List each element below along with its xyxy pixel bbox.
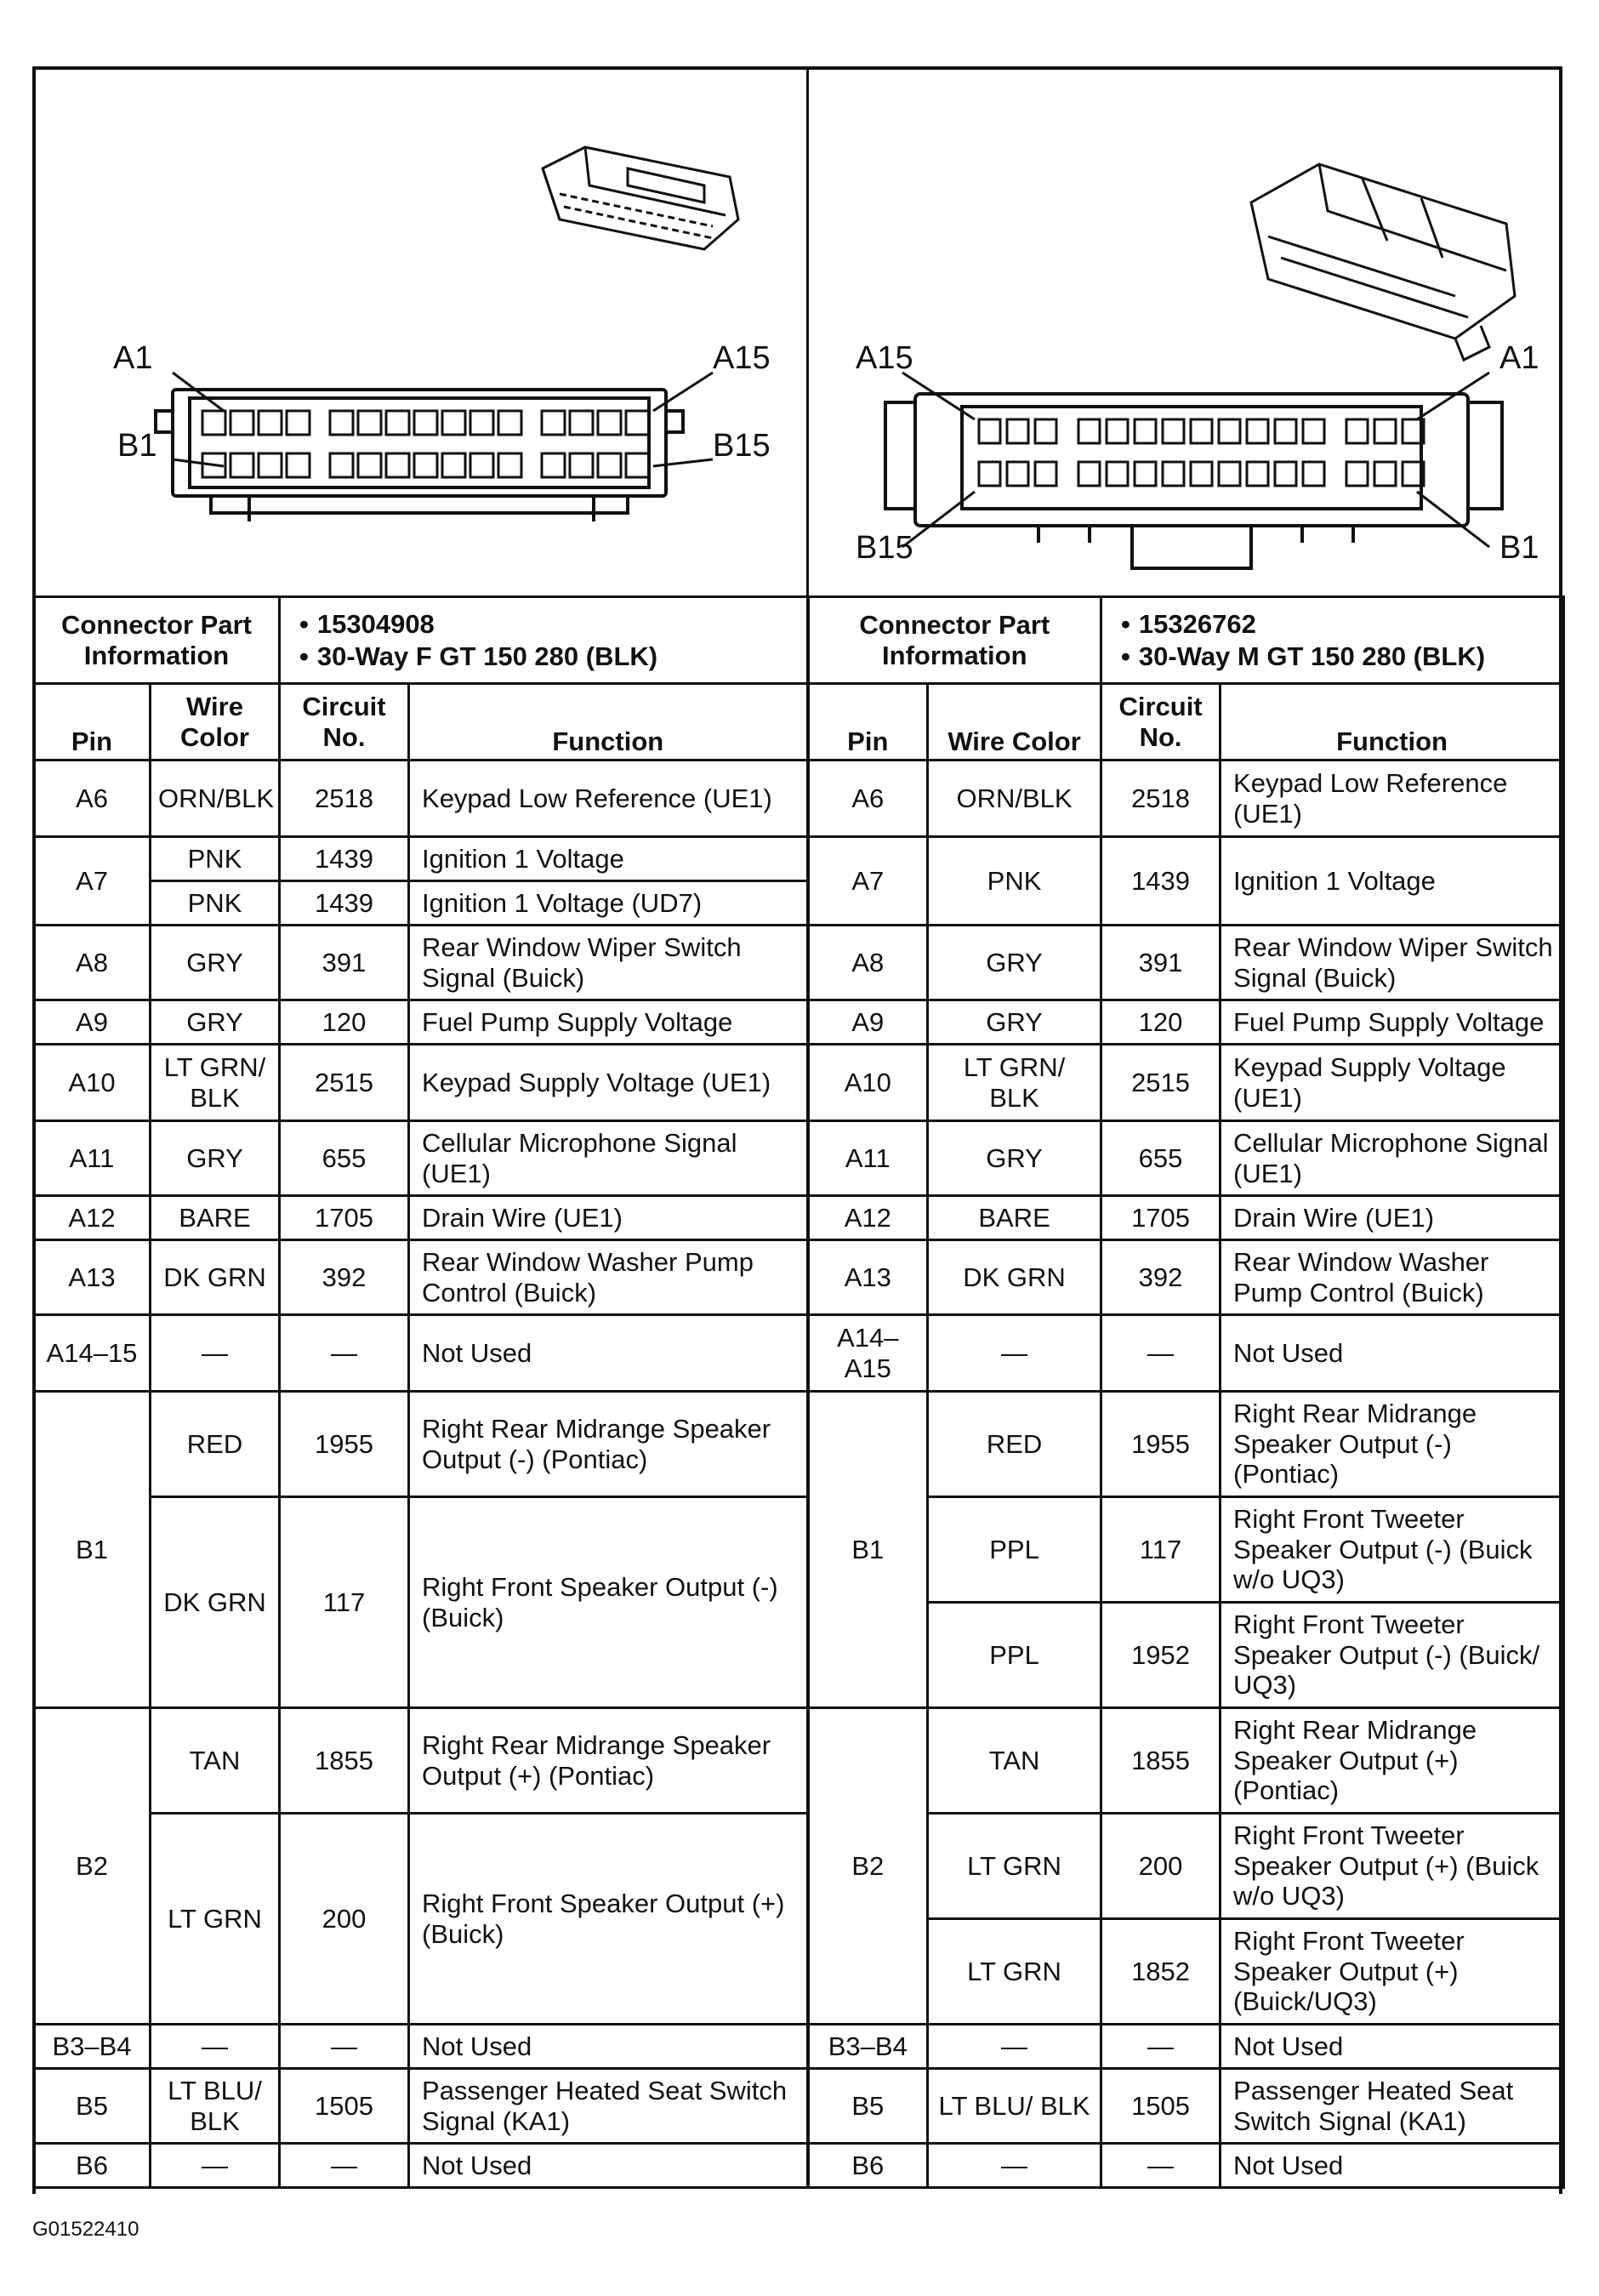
right-pin-label-a1: A1 [1499,340,1539,376]
connector-cavity [542,453,565,477]
left-wire-color: GRY [151,1121,280,1196]
connector-cavity [1374,419,1396,443]
right-pin: B6 [808,2144,928,2188]
connector-cavity [570,411,593,435]
connector-cavity [287,453,310,477]
left-connector-iso-view [543,147,738,249]
left-function: Rear Window Washer Pump Control (Buick) [409,1240,808,1315]
right-circuit-no: 1852 [1101,1919,1221,2025]
connector-cavity [386,411,409,435]
right-circuit-no: 1439 [1101,837,1221,926]
connector-cavity [1191,419,1212,443]
left-pin-label-b15: B15 [713,428,771,464]
right-pin: A8 [808,926,928,1000]
left-part-description: 30-Way F GT 150 280 (BLK) [316,641,658,671]
connector-cavity [1191,462,1212,486]
table-row [34,1497,1564,1603]
connector-cavity [1007,419,1028,443]
right-header-pin: Pin [808,684,928,761]
left-circuit-no: 655 [280,1121,409,1196]
connector-cavity [979,462,1000,486]
left-function: Fuel Pump Supply Voltage [409,1000,808,1045]
right-wire-color: GRY [928,1000,1101,1045]
column-header-row [34,684,1564,761]
right-circuit-no: 1855 [1101,1708,1221,1814]
right-wire-color: PPL [928,1603,1101,1708]
connector-cavity [1107,462,1128,486]
left-wire-color: RED [151,1392,280,1497]
left-circuit-no: 2518 [280,761,409,837]
left-function: Passenger Heated Seat Switch Signal (KA1) [409,2069,808,2144]
table-row [34,1240,1564,1315]
left-wire-color: LT GRN/ BLK [151,1045,280,1121]
left-pin: A10 [34,1045,151,1121]
right-circuit-no: 1952 [1101,1603,1221,1708]
left-pin: A7 [34,837,151,926]
left-pin: B1 [34,1392,151,1708]
left-pin: A6 [34,761,151,837]
left-function: Ignition 1 Voltage [409,837,808,881]
right-part-number: 15326762 [1138,608,1256,639]
left-pin-label-a15: A15 [713,340,771,376]
left-pin: A13 [34,1240,151,1315]
right-part-description: 30-Way M GT 150 280 (BLK) [1138,641,1486,671]
table-row [34,1196,1564,1240]
connector-pinout-table [32,595,1565,2189]
left-wire-color: — [151,2025,280,2069]
left-circuit-no: 200 [280,1814,409,2025]
table-row [34,1315,1564,1392]
right-wire-color: GRY [928,1121,1101,1196]
right-circuit-no: 120 [1101,1000,1221,1045]
right-function: Right Front Tweeter Speaker Output (+) (Buick/UQ3) [1221,1919,1564,2025]
left-circuit-no: 1505 [280,2069,409,2144]
right-function: Drain Wire (UE1) [1221,1196,1564,1240]
right-circuit-no: 1955 [1101,1392,1221,1497]
connector-cavity [1303,419,1324,443]
right-circuit-no: — [1101,2025,1221,2069]
right-connector-figure [806,66,1565,595]
connector-cavity [626,411,649,435]
connector-cavity [1374,462,1396,486]
right-function: Keypad Low Reference (UE1) [1221,761,1564,837]
connector-cavity [498,411,521,435]
left-circuit-no: 1855 [280,1708,409,1814]
connector-cavity [358,411,381,435]
right-wire-color: PNK [928,837,1101,926]
right-wire-color: — [928,1315,1101,1392]
connector-cavity [386,453,409,477]
right-wire-color: RED [928,1392,1101,1497]
right-header-function: Function [1221,684,1564,761]
connector-cavity [1346,419,1368,443]
connector-cavity [414,453,437,477]
left-wire-color: ORN/BLK [151,761,280,837]
left-pin: A8 [34,926,151,1000]
connector-cavity [1035,462,1056,486]
connector-cavity [626,453,649,477]
right-pin: A7 [808,837,928,926]
connector-cavity [1346,462,1368,486]
connector-cavity [358,453,381,477]
right-wire-color: LT BLU/ BLK [928,2069,1101,2144]
right-connector-drawing [809,66,1562,595]
right-function: Not Used [1221,2144,1564,2188]
connector-cavity [1135,462,1156,486]
left-wire-color: TAN [151,1708,280,1814]
right-wire-color: — [928,2144,1101,2188]
left-circuit-no: 1955 [280,1392,409,1497]
connector-cavity [1135,419,1156,443]
connector-cavity [470,411,493,435]
right-pin: A9 [808,1000,928,1045]
left-circuit-no: 117 [280,1497,409,1708]
right-pin: A10 [808,1045,928,1121]
left-wire-color: GRY [151,926,280,1000]
right-connector-iso-view [1251,164,1515,360]
left-connector-face [156,390,683,521]
left-function: Keypad Supply Voltage (UE1) [409,1045,808,1121]
right-pin: A13 [808,1240,928,1315]
left-circuit-no: 391 [280,926,409,1000]
left-wire-color: DK GRN [151,1497,280,1708]
left-wire-color: LT GRN [151,1814,280,2025]
right-part-info-label: Connector Part Information [808,597,1101,684]
right-pin-label-a15: A15 [856,340,913,376]
left-circuit-no: 1705 [280,1196,409,1240]
connector-cavity [287,411,310,435]
right-pin: A14– A15 [808,1315,928,1392]
connector-cavity [442,453,465,477]
connector-cavity [979,419,1000,443]
left-header-function: Function [409,684,808,761]
left-circuit-no: 2515 [280,1045,409,1121]
connector-cavity [1107,419,1128,443]
table-row [34,1121,1564,1196]
right-function: Right Front Tweeter Speaker Output (+) (Buick w/o UQ3) [1221,1814,1564,1919]
right-wire-color: PPL [928,1497,1101,1603]
left-header-circuit-no: Circuit No. [280,684,409,761]
table-row [34,926,1564,1000]
connector-cavity [1035,419,1056,443]
left-connector-figure [32,66,806,595]
right-pin: A12 [808,1196,928,1240]
right-circuit-no: 391 [1101,926,1221,1000]
left-function: Keypad Low Reference (UE1) [409,761,808,837]
left-pin: B5 [34,2069,151,2144]
right-wire-color: GRY [928,926,1101,1000]
right-pin: A6 [808,761,928,837]
left-function: Ignition 1 Voltage (UD7) [409,881,808,926]
right-pin: A11 [808,1121,928,1196]
left-circuit-no: — [280,2025,409,2069]
table-row [34,2069,1564,2144]
right-pin: B1 [808,1392,928,1708]
right-function: Rear Window Wiper Switch Signal (Buick) [1221,926,1564,1000]
left-function: Right Rear Midrange Speaker Output (+) (Pontiac) [409,1708,808,1814]
left-connector-drawing [32,66,806,595]
right-circuit-no: 392 [1101,1240,1221,1315]
right-leader-lines [902,373,1489,547]
right-wire-color: — [928,2025,1101,2069]
right-circuit-no: 1705 [1101,1196,1221,1240]
connector-cavity [259,411,282,435]
left-wire-color: LT BLU/ BLK [151,2069,280,2144]
part-info-row [34,597,1564,684]
right-function: Cellular Microphone Signal (UE1) [1221,1121,1564,1196]
connector-cavity [1163,419,1184,443]
connector-cavity [330,411,353,435]
left-connector-cavities [202,411,649,477]
right-pin-label-b1: B1 [1499,530,1539,566]
left-pin: A14–15 [34,1315,151,1392]
right-pin: B2 [808,1708,928,2025]
connector-cavity [414,411,437,435]
left-circuit-no: 120 [280,1000,409,1045]
right-circuit-no: 2515 [1101,1045,1221,1121]
left-pin: B6 [34,2144,151,2188]
right-circuit-no: 200 [1101,1814,1221,1919]
right-function: Keypad Supply Voltage (UE1) [1221,1045,1564,1121]
left-circuit-no: 1439 [280,881,409,926]
right-function: Right Front Tweeter Speaker Output (-) (Buick w/o UQ3) [1221,1497,1564,1603]
right-wire-color: DK GRN [928,1240,1101,1315]
connector-cavity [498,453,521,477]
right-wire-color: LT GRN [928,1919,1101,2025]
left-function: Right Rear Midrange Speaker Output (-) (Pontiac) [409,1392,808,1497]
connector-cavity [1219,419,1240,443]
right-wire-color: LT GRN [928,1814,1101,1919]
left-pin: A11 [34,1121,151,1196]
connector-figures [32,66,1562,595]
right-pin-label-b15: B15 [856,530,913,566]
left-function: Right Front Speaker Output (-) (Buick) [409,1497,808,1708]
right-header-circuit-no: Circuit No. [1101,684,1221,761]
left-wire-color: — [151,2144,280,2188]
connector-cavity [598,453,621,477]
right-function: Passenger Heated Seat Switch Signal (KA1) [1221,2069,1564,2144]
right-circuit-no: 1505 [1101,2069,1221,2144]
right-pin: B5 [808,2069,928,2144]
right-function: Right Front Tweeter Speaker Output (-) (Buick/ UQ3) [1221,1603,1564,1708]
right-function: Not Used [1221,1315,1564,1392]
connector-cavity [570,453,593,477]
connector-cavity [1219,462,1240,486]
connector-cavity [442,411,465,435]
right-circuit-no: — [1101,1315,1221,1392]
left-wire-color: BARE [151,1196,280,1240]
connector-cavity [259,453,282,477]
left-part-info: • 15304908 • 30-Way F GT 150 280 (BLK) [280,597,808,684]
left-pin-label-b1: B1 [117,428,157,464]
table-row [34,1814,1564,1919]
left-wire-color: DK GRN [151,1240,280,1315]
left-function: Not Used [409,2144,808,2188]
right-circuit-no: 655 [1101,1121,1221,1196]
left-wire-color: PNK [151,881,280,926]
right-function: Not Used [1221,2025,1564,2069]
connector-cavity [542,411,565,435]
table-row [34,1000,1564,1045]
right-function: Right Rear Midrange Speaker Output (-) (Pontiac) [1221,1392,1564,1497]
right-circuit-no: — [1101,2144,1221,2188]
left-circuit-no: 392 [280,1240,409,1315]
connector-cavity [1275,419,1296,443]
left-pin: A9 [34,1000,151,1045]
connector-cavity [1303,462,1324,486]
connector-cavity [202,411,225,435]
left-pin: A12 [34,1196,151,1240]
left-header-pin: Pin [34,684,151,761]
right-function: Fuel Pump Supply Voltage [1221,1000,1564,1045]
figure-code: G01522410 [32,2218,139,2241]
right-wire-color: TAN [928,1708,1101,1814]
table-row [34,761,1564,837]
right-circuit-no: 117 [1101,1497,1221,1603]
right-part-info: • 15326762 • 30-Way M GT 150 280 (BLK) [1101,597,1564,684]
table-row [34,1392,1564,1497]
connector-cavity [1275,462,1296,486]
left-circuit-no: — [280,2144,409,2188]
right-pin: B3–B4 [808,2025,928,2069]
right-function: Right Rear Midrange Speaker Output (+) (Pontiac) [1221,1708,1564,1814]
table-row [34,1708,1564,1814]
left-function: Right Front Speaker Output (+) (Buick) [409,1814,808,2025]
right-function: Ignition 1 Voltage [1221,837,1564,926]
left-function: Not Used [409,1315,808,1392]
left-function: Rear Window Wiper Switch Signal (Buick) [409,926,808,1000]
right-header-wire-color: Wire Color [928,684,1101,761]
left-header-wire-color: Wire Color [151,684,280,761]
connector-cavity [1078,462,1100,486]
left-wire-color: PNK [151,837,280,881]
connector-cavity [1247,462,1268,486]
left-function: Cellular Microphone Signal (UE1) [409,1121,808,1196]
connector-cavity [230,411,253,435]
right-function: Rear Window Washer Pump Control (Buick) [1221,1240,1564,1315]
connector-cavity [1247,419,1268,443]
left-function: Not Used [409,2025,808,2069]
connector-cavity [230,453,253,477]
right-wire-color: LT GRN/ BLK [928,1045,1101,1121]
right-circuit-no: 2518 [1101,761,1221,837]
connector-cavity [598,411,621,435]
table-row [34,837,1564,881]
left-function: Drain Wire (UE1) [409,1196,808,1240]
left-part-info-label: Connector Part Information [34,597,280,684]
right-wire-color: BARE [928,1196,1101,1240]
left-wire-color: GRY [151,1000,280,1045]
connector-cavity [1007,462,1028,486]
left-circuit-no: — [280,1315,409,1392]
right-wire-color: ORN/BLK [928,761,1101,837]
connector-cavity [330,453,353,477]
left-part-number: 15304908 [316,608,435,639]
connector-cavity [1078,419,1100,443]
left-pin: B3–B4 [34,2025,151,2069]
table-row [34,1045,1564,1121]
table-row [34,2025,1564,2069]
connector-cavity [1163,462,1184,486]
left-wire-color: — [151,1315,280,1392]
left-pin-label-a1: A1 [113,340,153,376]
right-connector-cavities [979,419,1424,486]
connector-cavity [470,453,493,477]
left-pin: B2 [34,1708,151,2025]
table-row [34,2144,1564,2188]
left-circuit-no: 1439 [280,837,409,881]
